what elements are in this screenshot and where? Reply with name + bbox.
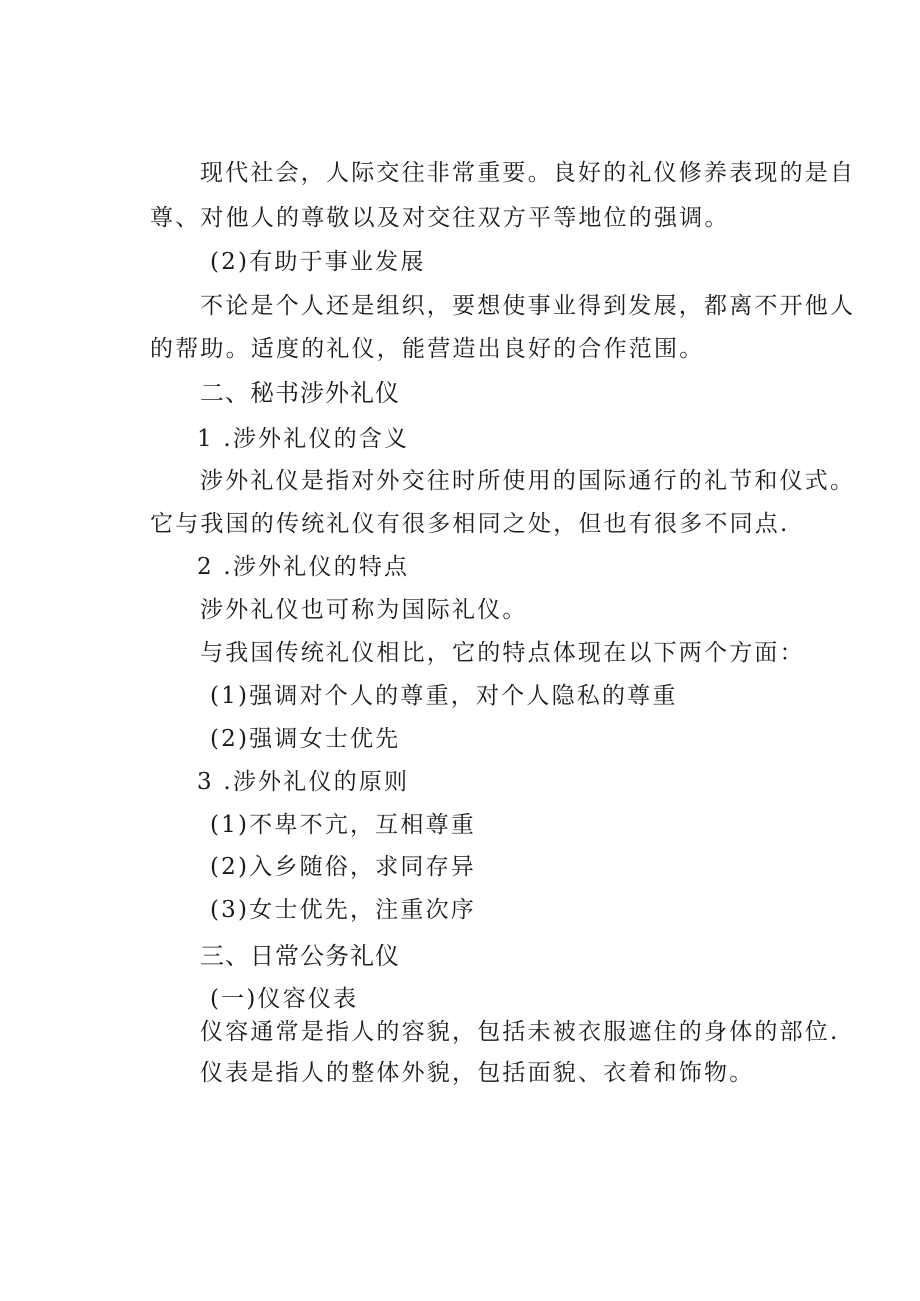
section-3-sub-1-para-2: 仪表是指人的整体外貌，包括面貌、衣着和饰物。 [200, 1060, 755, 1086]
section-2-heading: 二、秘书涉外礼仪 [200, 379, 400, 407]
career-paragraph-line-2: 的帮助。适度的礼仪，能营造出良好的合作范围。 [150, 336, 705, 362]
section-2-sub-1-line-2: 它与我国的传统礼仪有很多相同之处，但也有很多不同点. [150, 511, 790, 537]
career-paragraph-line-1: 不论是个人还是组织，要想使事业得到发展，都离不开他人 [200, 293, 856, 319]
section-3-heading: 三、日常公务礼仪 [200, 942, 400, 970]
section-2-sub-1-line-1: 涉外礼仪是指对外交往时所使用的国际通行的礼节和仪式。 [200, 468, 856, 494]
item-career-development: (2)有助于事业发展 [210, 249, 426, 275]
section-2-sub-3-title: 3 .涉外礼仪的原则 [197, 769, 410, 795]
section-3-sub-1-title: (一)仪容仪表 [210, 986, 359, 1012]
section-2-sub-2-para-1: 涉外礼仪也可称为国际礼仪。 [200, 597, 528, 623]
section-2-sub-2-item-2: (2)强调女士优先 [210, 726, 401, 752]
section-2-sub-2-para-2: 与我国传统礼仪相比，它的特点体现在以下两个方面： [200, 640, 805, 666]
intro-paragraph-line-2: 尊、对他人的尊敬以及对交往双方平等地位的强调。 [150, 205, 730, 231]
section-2-sub-3-item-1: (1)不卑不亢，互相尊重 [210, 812, 476, 838]
section-2-sub-3-item-3: (3)女士优先，注重次序 [210, 897, 476, 923]
section-2-sub-2-title: 2 .涉外礼仪的特点 [197, 554, 410, 580]
section-3-sub-1-para-1: 仪容通常是指人的容貌，包括未被衣服遮住的身体的部位. [200, 1019, 840, 1045]
section-2-sub-3-item-2: (2)入乡随俗，求同存异 [210, 854, 476, 880]
intro-paragraph-line-1: 现代社会，人际交往非常重要。良好的礼仪修养表现的是自 [200, 160, 856, 186]
section-2-sub-1-title: 1 .涉外礼仪的含义 [197, 426, 410, 452]
section-2-sub-2-item-1: (1)强调对个人的尊重，对个人隐私的尊重 [210, 683, 678, 709]
